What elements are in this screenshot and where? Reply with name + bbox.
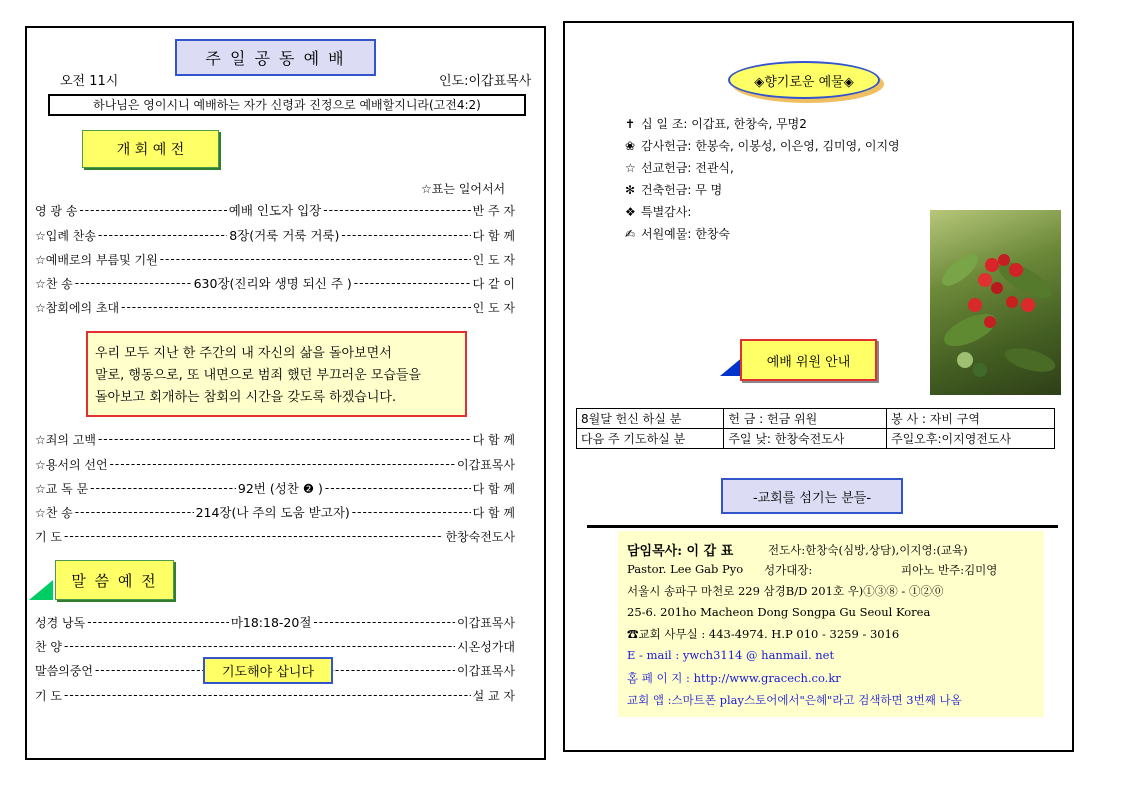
offering-title: ◈향기로운 예물◈	[754, 74, 854, 90]
program-person: 시온성가대	[457, 639, 515, 654]
leader-dots	[323, 203, 470, 217]
table-row	[577, 429, 1055, 449]
berries-icon	[930, 210, 1061, 395]
servants-title: -교회를 섬기는 분들-	[752, 490, 872, 506]
leader-dots	[64, 639, 455, 653]
service-guide-box	[740, 339, 877, 381]
offering-text: 십 일 조: 이갑표, 한창숙, 무명2	[641, 117, 807, 131]
leader-dots	[160, 252, 471, 266]
repent-line-3: 돌아보고 회개하는 참회의 시간을 갖도록 하겠습니다.	[95, 390, 397, 405]
pastor-english: Pastor. Lee Gab Pyo	[627, 562, 744, 576]
program-item: 기 도	[35, 529, 62, 544]
program-row	[35, 455, 515, 473]
prayer-banner-text: 기도해야 삽니다	[221, 665, 315, 680]
service-guide-title: 예배 위원 안내	[766, 354, 851, 370]
program-person: 인 도 자	[472, 300, 515, 315]
leader-dots	[64, 688, 471, 702]
section-opening	[82, 130, 219, 168]
program-item: ☆찬 송	[35, 276, 73, 291]
program-person: 다 같 이	[472, 276, 516, 291]
phone-numbers: ☎교회 사무실 : 443-4974. H.P 010 - 3259 - 3016	[627, 627, 900, 641]
section-word-label: 말 씀 예 전	[71, 571, 158, 590]
program-detail: 예배 인도자 입장	[228, 203, 322, 218]
program-row	[35, 430, 515, 448]
program-row	[35, 226, 515, 244]
offering-icon: ✻	[625, 183, 636, 197]
table-cell: 주일오후:이지영전도사	[887, 429, 1055, 449]
program-item: ☆입례 찬송	[35, 228, 96, 243]
offering-icon: ☆	[625, 161, 636, 175]
offering-text: 선교헌금: 전관식,	[641, 161, 734, 175]
program-person: 다 함 께	[472, 505, 516, 520]
offering-item	[625, 160, 734, 176]
table-cell: 봉 사 : 자비 구역	[887, 409, 1055, 429]
service-time: 오전 11시	[60, 74, 119, 89]
right-page	[563, 21, 1074, 752]
offering-text: 감사헌금: 한봉숙, 이봉성, 이은영, 김미영, 이지영	[641, 139, 900, 153]
choir-leader: 성가대장:	[764, 563, 813, 577]
program-item: ☆찬 송	[35, 505, 73, 520]
offering-title-oval	[728, 61, 880, 99]
program-person: 반 주 자	[472, 203, 516, 218]
program-row	[35, 298, 515, 316]
servants-title-box	[721, 478, 903, 514]
staff-list: 전도사:한창숙(심방,상담),이지영:(교육)	[768, 543, 968, 557]
program-item: ☆교 독 문	[35, 481, 89, 496]
leader-dots	[352, 505, 471, 519]
leader-dots	[79, 203, 226, 217]
leader-dots	[98, 432, 471, 446]
program-item: ☆죄의 고백	[35, 432, 96, 447]
program-row	[35, 201, 515, 219]
program-row	[35, 527, 515, 545]
table-cell: 다음 주 기도하실 분	[577, 429, 724, 449]
repent-line-1: 우리 모두 지난 한 주간의 내 자신의 삶을 돌아보면서	[95, 346, 392, 361]
program-detail: 214장(나 주의 도움 받고자)	[195, 505, 350, 520]
program-person: 설 교 자	[472, 688, 515, 703]
program-row	[35, 250, 515, 268]
table-cell: 주일 낮: 한창숙전도사	[724, 429, 887, 449]
service-leader: 인도:이갑표목사	[439, 74, 532, 89]
program-row	[35, 686, 515, 704]
table-row	[577, 409, 1055, 429]
program-detail: 630장(진리와 생명 되신 주 )	[193, 276, 352, 291]
email-link[interactable]: E - mail : ywch3114 @ hanmail. net	[627, 648, 835, 662]
pianist: 피아노 반주:김미영	[901, 563, 998, 577]
offering-icon: ❀	[625, 139, 636, 153]
offering-text: 서원예물: 한창숙	[641, 227, 731, 241]
repentance-box	[86, 331, 467, 417]
program-person: 이갑표목사	[457, 457, 515, 472]
program-detail: 마18:18-20절	[230, 615, 312, 630]
leader-dots	[110, 457, 455, 471]
program-item: 기 도	[35, 688, 62, 703]
leader-dots	[313, 615, 455, 629]
program-row	[35, 637, 515, 655]
prayer-banner	[203, 657, 333, 684]
program-row	[35, 613, 515, 631]
offering-icon: ✝	[625, 117, 636, 131]
leader-dots	[75, 505, 194, 519]
program-item: ☆참회에의 초대	[35, 300, 120, 315]
table-cell: 헌 금 : 헌금 위원	[724, 409, 887, 429]
offering-item	[625, 204, 691, 220]
program-person: 이갑표목사	[457, 615, 515, 630]
leader-dots	[354, 276, 471, 290]
program-item: 말씀의중언	[35, 663, 93, 678]
program-detail: 92번 (성찬 ❷ )	[237, 481, 323, 496]
leader-dots	[64, 529, 443, 543]
program-item: 영 광 송	[35, 203, 78, 218]
leader-dots	[98, 228, 227, 242]
program-item: ☆예배로의 부름및 기원	[35, 252, 158, 267]
program-row	[35, 274, 515, 292]
program-item: ☆용서의 선언	[35, 457, 108, 472]
section-opening-label: 개 회 예 전	[116, 142, 185, 158]
section-word	[55, 560, 174, 600]
program-person: 한창숙전도사	[445, 529, 515, 544]
program-person: 이갑표목사	[457, 663, 515, 678]
verse-text: 하나님은 영이시니 예배하는 자가 신령과 진정으로 예배할지니라(고전4:2)	[93, 98, 481, 112]
green-flag-icon	[29, 580, 53, 600]
program-person: 다 함 께	[472, 481, 515, 496]
program-row	[35, 503, 515, 521]
program-item: 찬 양	[35, 639, 62, 654]
service-table	[576, 408, 1055, 449]
service-title: 주 일 공 동 예 배	[205, 49, 346, 68]
offering-item	[625, 116, 807, 132]
offering-item	[625, 226, 730, 242]
divider	[587, 525, 1058, 528]
leader-dots	[87, 615, 229, 629]
homepage-link[interactable]: 홈 페 이 지 : http://www.gracech.co.kr	[627, 671, 841, 685]
program-person: 인 도 자	[472, 252, 515, 267]
program-person: 다 함 께	[472, 432, 515, 447]
left-page	[25, 26, 546, 760]
contact-box	[618, 531, 1044, 717]
offering-item	[625, 138, 900, 154]
service-title-box	[175, 39, 376, 76]
program-item: 성경 낭독	[35, 615, 86, 630]
program-row	[35, 479, 515, 497]
pastor-name: 담임목사: 이 갑 표	[627, 544, 734, 559]
berry-photo	[930, 210, 1061, 395]
offering-icon: ❖	[625, 205, 636, 219]
address-korean: 서울시 송파구 마천로 229 삼경B/D 201호 우)①③⑧ - ①②⓪	[627, 584, 944, 598]
address-english: 25-6. 201ho Macheon Dong Songpa Gu Seoul Korea	[627, 605, 931, 619]
leader-dots	[325, 481, 471, 495]
leader-dots	[75, 276, 192, 290]
app-info: 교회 앱 :스마트폰 play스토어에서"은혜"라고 검색하면 3번째 나옴	[627, 693, 962, 707]
offering-text: 특별감사:	[641, 205, 692, 219]
verse-box	[48, 94, 526, 116]
program-detail: 8장(거룩 거룩 거룩)	[229, 228, 340, 243]
program-person: 다 함 께	[472, 228, 516, 243]
table-cell: 8월달 헌신 하실 분	[577, 409, 724, 429]
offering-text: 건축헌금: 무 명	[641, 183, 723, 197]
repent-line-2: 말로, 행동으로, 또 내면으로 범죄 했던 부끄러운 모습들을	[95, 368, 422, 383]
offering-item	[625, 182, 722, 198]
leader-dots	[341, 228, 470, 242]
leader-dots	[121, 300, 470, 314]
stand-note: ☆표는 일어서서	[421, 182, 506, 196]
leader-dots	[90, 481, 236, 495]
offering-icon: ✍	[625, 227, 636, 241]
